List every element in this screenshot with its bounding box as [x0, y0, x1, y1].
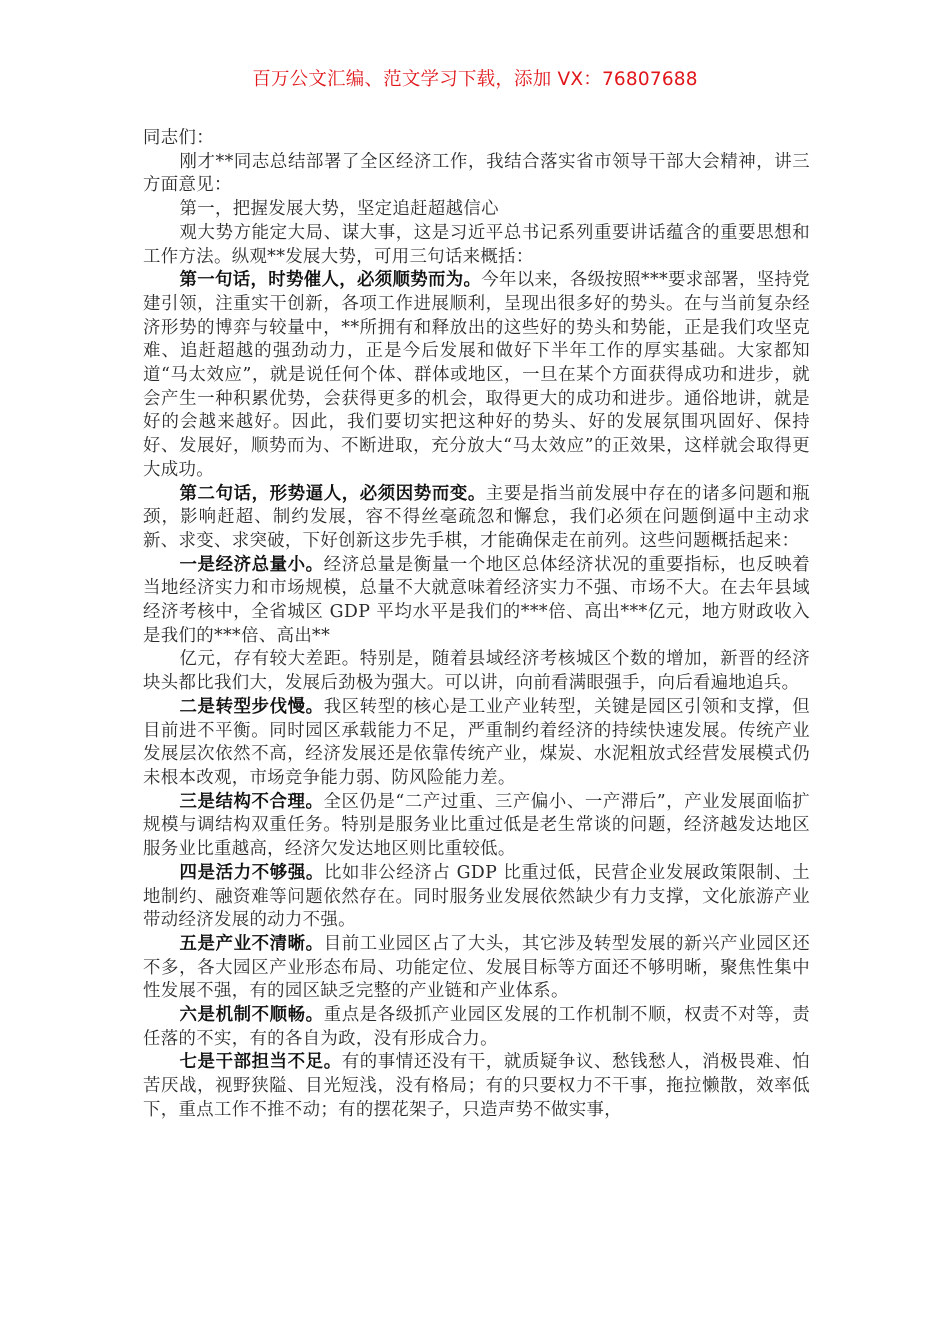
paragraph-text: 全区仍是“二产过重、三产偏小、一产滞后”，产业发展面临扩规模与调结构双重任务。特别是服务业比重过低是老生常谈的问题，经济越发达地区服务业比重越高，经济欠发达地区则比重较低。: [143, 791, 810, 860]
paragraph-problem-2: [143, 696, 810, 791]
paragraph-problem-5: [143, 933, 810, 1004]
paragraph-lead: 六是机制不顺畅。: [179, 1005, 324, 1026]
paragraph-lead: 五是产业不清晰。: [179, 933, 324, 954]
paragraph-overview: [143, 222, 810, 269]
paragraph-text: 有的事情还没有干，就质疑争议、愁钱愁人，消极畏难、怕苦厌战，视野狭隘、目光短浅，没有格局；有的只要权力不干事，拖拉懒散，效率低下，重点工作不推不动；有的摆花架子，只造声势不做实事，: [143, 1052, 811, 1120]
paragraph-lead: 三是结构不合理。: [179, 791, 324, 812]
paragraph-text: 我区转型的核心是工业产业转型，关键是园区引领和支撑，但目前进不平衡。同时园区承载能力不足，严重制约着经济的持续快速发展。传统产业发展层次依然不高，经济发展还是依靠传统产业，煤炭、水泥粗放式经营发展模式仍未根本改观，市场竞争能力弱、防风险能力差。: [143, 696, 810, 788]
paragraph-text: 今年以来，各级按照***要求部署，坚持党建引领，注重实干创新，各项工作进展顺利，呈现出很多好的势头。在与当前复杂经济形势的博弈与较量中，**所拥有和释放出的这些好的势头和势能，正是我们攻坚克难、追赶超越的强劲动力，正是今后发展和做好下半年工作的厚实基础。大家都知道“马太效应”，就是说任何个体、群体或地区，一旦在某个方面获得成功和进步，就会产生一种积累优势，会获得更多的机会，取得更大的成功和进步。通俗地讲，就是好的会越来越好。因此，我们要切实把这种好的势头、好的发展氛围巩固好、保持好、发展好，顺势而为、不断进取，充分放大“马太效应”的正效果，这样就会取得更大成功。: [143, 270, 811, 480]
paragraph-text-continued: 亿元，存有较大差距。特别是，随着县域经济考核城区个数的增加，新晋的经济块头都比我们大，发展后劲极为强大。可以讲，向前看满眼强手，向后看遍地追兵。: [143, 649, 810, 694]
paragraph-lead: 一是经济总量小。: [179, 554, 324, 575]
paragraph-lead: 四是活力不够强。: [179, 862, 324, 883]
paragraph-lead: 七是干部担当不足。: [179, 1052, 342, 1073]
paragraph-text: 重点是各级抓产业园区发展的工作机制不顺，权责不对等，责任落的不实，有的各自为政，没有形成合力。: [143, 1005, 810, 1049]
watermark-banner: 百万公文汇编、范文学习下载，添加 VX：76807688: [252, 69, 698, 90]
paragraph-problem-4: [143, 862, 810, 933]
paragraph-problem-7: [143, 1051, 810, 1122]
paragraph-sentence-two: [143, 483, 810, 554]
paragraph-text: 观大势方能定大局、谋大事，这是习近平总书记系列重要讲话蕴含的重要思想和工作方法。纵观**发展大势，可用三句话来概括：: [143, 222, 810, 267]
paragraph-text: 第一，把握发展大势，坚定追赶超越信心: [179, 199, 499, 220]
paragraph-text: 主要是指当前发展中存在的诸多问题和瓶颈，影响赶超、制约发展，容不得丝毫疏忽和懈怠，我们必须在问题倒逼中主动求新、求变、求突破，下好创新这步先手棋，才能确保走在前列。这些问题概括起来：: [143, 483, 810, 551]
paragraph-problem-3: [143, 791, 810, 862]
paragraph-lead: 二是转型步伐慢。: [179, 696, 324, 717]
paragraph-text: 经济总量是衡量一个地区总体经济状况的重要指标，也反映着当地经济实力和市场规模，总量不大就意味着经济实力不强、市场不大。在去年县域经济考核中，全省城区 GDP 平均水平是我们的***倍、高出***亿元，地方财政收入是我们的***倍、高出**: [143, 554, 810, 646]
paragraph-text: 刚才**同志总结部署了全区经济工作，我结合落实省市领导干部大会精神，讲三方面意见：: [143, 151, 810, 196]
paragraph-problem-6: [143, 1004, 810, 1051]
paragraph-intro: [143, 151, 810, 198]
salutation: 同志们：: [143, 128, 214, 148]
paragraph-lead: 第二句话，形势逼人，必须因势而变。: [179, 483, 486, 504]
paragraph-text: 目前工业园区占了大头，其它涉及转型发展的新兴产业园区还不多，各大园区产业形态布局、功能定位、发展目标等方面还不够明晰，聚焦性集中性发展不强，有的园区缺乏完整的产业链和产业体系。: [143, 933, 810, 1002]
paragraph-problem-1: [143, 554, 810, 696]
paragraph-lead: 第一句话，时势催人，必须顺势而为。: [179, 270, 482, 291]
document-body: [143, 127, 810, 1123]
paragraph-sentence-one: [143, 269, 810, 482]
paragraph-text: 比如非公经济占 GDP 比重过低，民营企业发展政策限制、土地制约、融资难等问题依然存在。同时服务业发展依然缺少有力支撑，文化旅游产业带动经济发展的动力不强。: [143, 862, 810, 931]
section-heading-first: [143, 198, 810, 222]
